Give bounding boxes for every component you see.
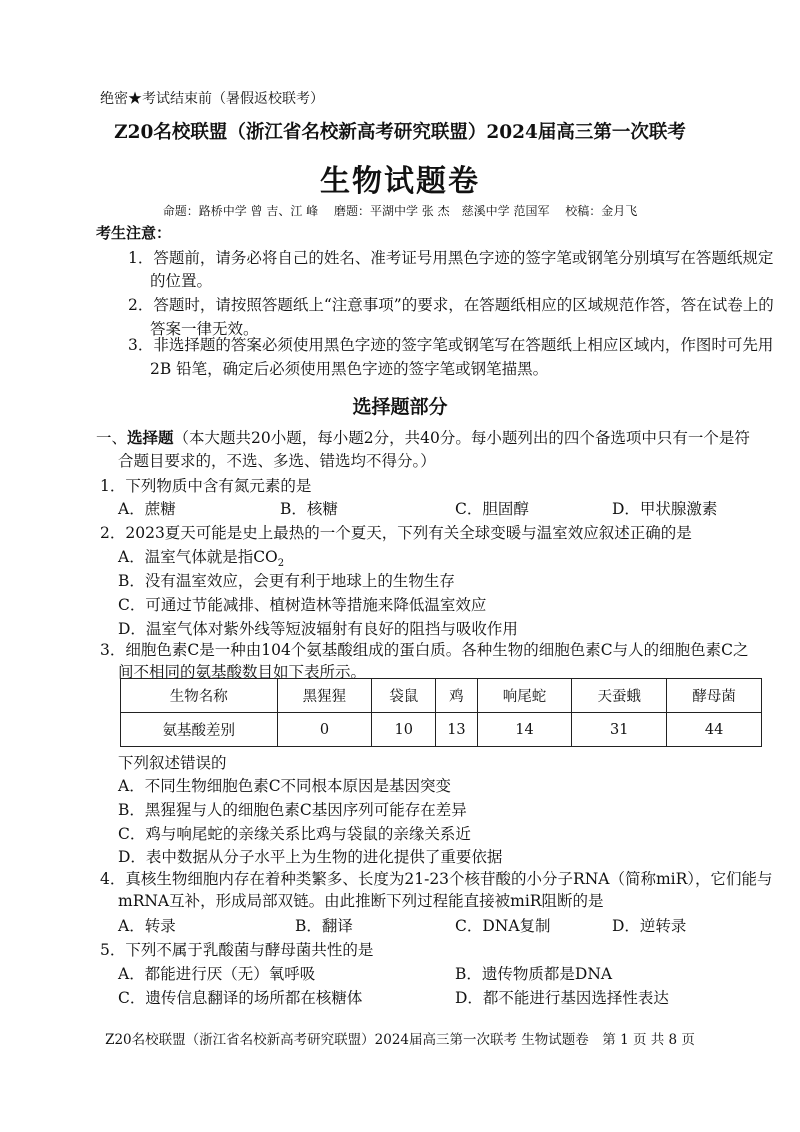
table-cell: 袋鼠 [372,679,436,713]
question-5-option-d: D．都不能进行基因选择性表达 [455,989,669,1007]
table-cell: 黑猩猩 [277,679,372,713]
credits-line: 命题：路桥中学 曾 吉、江 峰 磨题：平湖中学 张 杰 慈溪中学 范国军 校稿：金月飞 [162,204,638,218]
notice-heading: 考生注意： [96,224,172,242]
table-cell: 10 [372,713,436,747]
exam-title: Z20名校联盟（浙江省名校新高考研究联盟）2024届高三第一次联考 [114,122,686,143]
question-5-stem: 5．下列不属于乳酸菌与酵母菌共性的是 [100,941,374,959]
question-2-option-b: B．没有温室效应，会更有利于地球上的生物生存 [118,572,455,590]
question-4-option-d: D．逆转录 [612,917,687,935]
confidential-line: 绝密★考试结束前（暑假返校联考） [100,91,324,107]
notice-line: 的位置。 [150,272,213,290]
part-intro-line2: 合题目要求的，不选、多选、错选均不得分。） [118,452,436,470]
notice-line: 1．答题前，请务必将自己的姓名、准考证号用黑色字迹的签字笔或钢笔分别填写在答题纸规定 [128,249,774,267]
table-cell: 44 [667,713,762,747]
part-label: 一、 [96,429,128,447]
part-intro [96,426,750,448]
question-4-stem: 4．真核生物细胞内存在着种类繁多、长度为21-23个核苷酸的小分子RNA（简称miR），它们能与 [100,870,773,888]
part-bold-label: 选择题 [127,428,174,447]
question-2-stem: 2．2023夏天可能是史上最热的一个夏天，下列有关全球变暖与温室效应叙述正确的是 [100,524,692,542]
notice-line: 答案一律无效。 [150,320,259,338]
question-5-option-b: B．遗传物质都是DNA [455,965,613,983]
notice-line: 2．答题时，请按照答题纸上“注意事项”的要求，在答题纸相应的区域规范作答，答在试卷上的 [128,296,774,314]
section-title: 选择题部分 [352,396,448,418]
table-cell: 14 [477,713,572,747]
page-footer: Z20名校联盟（浙江省名校新高考研究联盟）2024届高三第一次联考 生物试题卷 第 1 页 共 8 页 [105,1032,695,1048]
question-1-option-c: C．胆固醇 [455,500,529,518]
question-4-stem-line2: mRNA互补，形成局部双链。由此推断下列过程能直接被miR阻断的是 [118,892,604,910]
question-4-option-b: B．翻译 [295,917,353,935]
question-1-stem: 1．下列物质中含有氮元素的是 [100,477,312,495]
table-cell: 天蚕蛾 [572,679,667,713]
co2-subscript: 2 [277,558,285,570]
table-cell: 生物名称 [121,679,278,713]
question-3-prompt: 下列叙述错误的 [118,754,227,772]
cytochrome-c-table [120,678,762,747]
question-4-option-a: A．转录 [118,917,176,935]
question-3-option-b: B．黑猩猩与人的细胞色素C基因序列可能存在差异 [118,801,467,819]
question-1-option-b: B．核糖 [280,500,338,518]
question-5-option-c: C．遗传信息翻译的场所都在核糖体 [118,989,363,1007]
table-row [121,679,762,713]
table-cell: 酵母菌 [667,679,762,713]
question-2-option-d: D．温室气体对紫外线等短波辐射有良好的阻挡与吸收作用 [118,620,518,638]
table-cell: 鸡 [436,679,477,713]
question-2-option-c: C．可通过节能减排、植树造林等措施来降低温室效应 [118,596,487,614]
question-3-option-a: A．不同生物细胞色素C不同根本原因是基因突变 [118,777,452,795]
question-3-option-c: C．鸡与响尾蛇的亲缘关系比鸡与袋鼠的亲缘关系近 [118,825,471,843]
question-3-stem-line2: 间不相同的氨基酸数目如下表所示。 [118,663,367,681]
table-cell: 13 [436,713,477,747]
question-4-option-c: C．DNA复制 [455,917,551,935]
question-3-stem: 3．细胞色素C是一种由104个氨基酸组成的蛋白质。各种生物的细胞色素C与人的细胞色素C之 [100,641,749,659]
question-1-option-d: D．甲状腺激素 [612,500,718,518]
option-a-text: A．温室气体就是指CO [118,548,278,566]
table-row [121,713,762,747]
question-5-option-a: A．都能进行厌（无）氧呼吸 [118,965,316,983]
table-cell: 氨基酸差别 [121,713,278,747]
question-2-option-a [118,545,284,569]
table-cell: 响尾蛇 [477,679,572,713]
subject-title: 生物试题卷 [320,164,480,199]
table-cell: 0 [277,713,372,747]
table-cell: 31 [572,713,667,747]
notice-line: 3．非选择题的答案必须使用黑色字迹的签字笔或钢笔写在答题纸上相应区域内，作图时可先用 [128,336,774,354]
question-1-option-a: A．蔗糖 [118,500,176,518]
question-3-option-d: D．表中数据从分子水平上为生物的进化提供了重要依据 [118,848,503,866]
part-intro-text: （本大题共20小题，每小题2分，共40分。每小题列出的四个备选项中只有一个是符 [173,429,750,447]
notice-line: 2B 铅笔，确定后必须使用黑色字迹的签字笔或钢笔描黑。 [150,360,549,378]
